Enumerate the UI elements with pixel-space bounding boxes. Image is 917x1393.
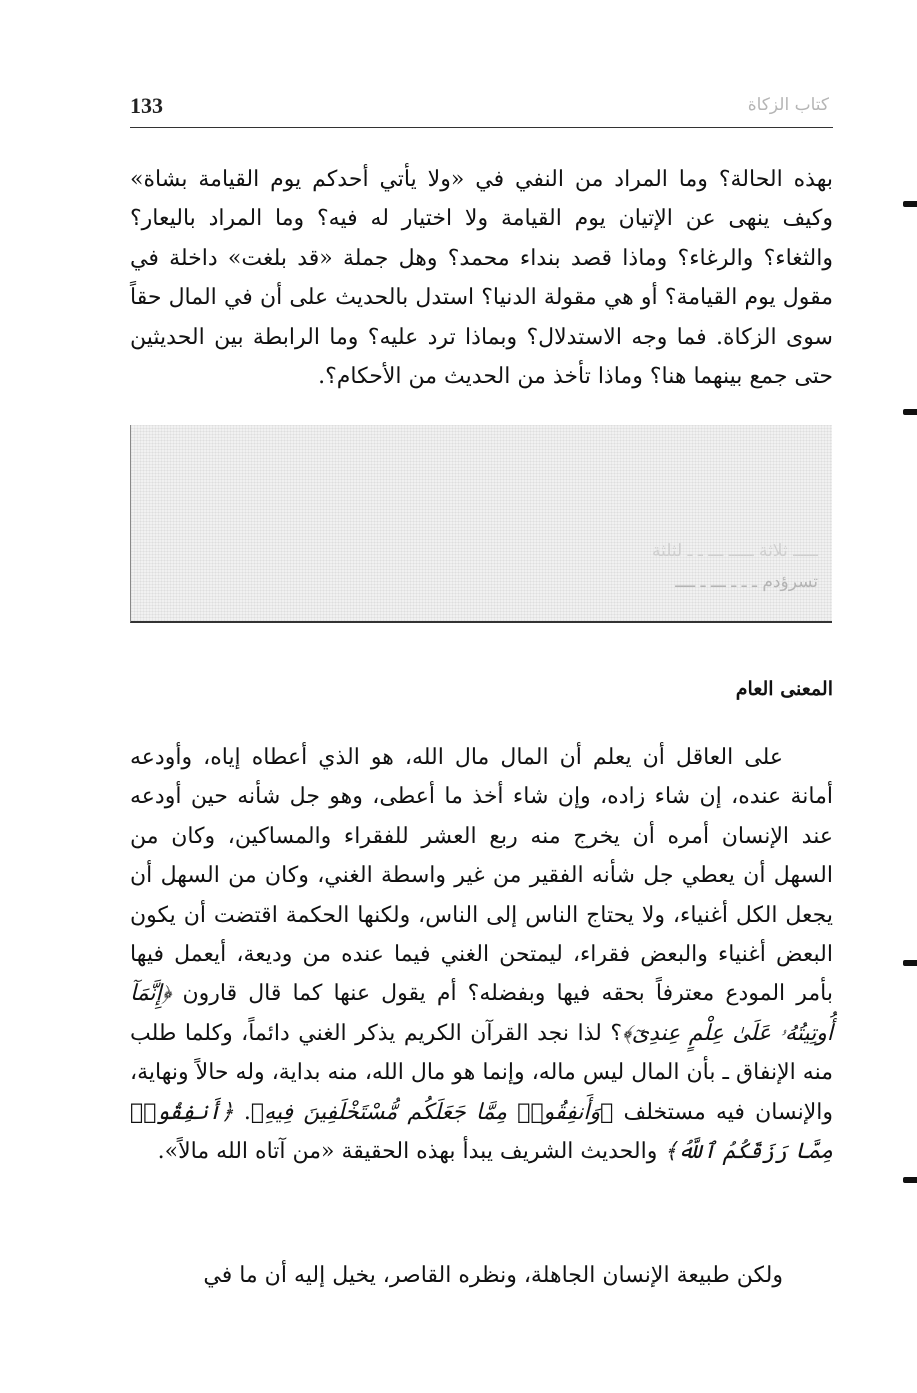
- page-number: 133: [130, 93, 163, 118]
- paragraph-general-meaning: [130, 738, 833, 1171]
- paragraph-text: والحديث الشريف يبدأ بهذه الحقيقة «من آتاه الله مالاً».: [157, 1139, 665, 1165]
- paragraph-questions: بهذه الحالة؟ وما المراد من النفي في «ولا يأتي أحدكم يوم القيامة بشاة» وكيف ينهى عن الإتيان يوم القيامة ولا اختيار له فيه؟ وما المراد باليعار؟ والثغاء؟ والرغاء؟ وماذا قصد بنداء محمد؟ وهل جملة «قد بلغت» داخلة في مقول يوم القيامة؟ أو هي مقولة الدنيا؟ استدل بالحديث على أن في المال حقاً سوى الزكاة. فما وجه الاستدلال؟ وبماذا ترد عليه؟ وما الرابطة بين الحديثين حتى جمع بينهما هنا؟ وماذا تأخذ من الحديث من الأحكام؟.: [130, 167, 833, 390]
- margin-mark: [903, 960, 917, 966]
- paragraph-text: على العاقل أن يعلم أن المال مال الله، هو الذي أعطاه إياه، وأودعه أمانة عنده، إن شاء زاده، وإن شاء أخذ ما أعطى، وهو جل شأنه حين أودعه عند الإنسان أمره أن يخرج منه ربع العشر للفقراء والمساكين، وكان من السهل أن يعطي جل شأنه الفقير من غير واسطة الغني، وكان من السهل أن يجعل الكل أغنياء، ولا يحتاج الناس إلى الناس، ولكنها الحكمة اقتضت أن يكون البعض أغنياء والبعض فقراء، ليمتحن الغني فيما عنده من وديعة، أيعمل فيها بأمر المودع معترفاً بحقه فيها وبفضله؟ أم يقول عنها كما قال قارون: [130, 745, 833, 1007]
- faded-line-2: تسرؤدم ـ ـ ـ ـــ ـ ــــ: [675, 572, 818, 592]
- margin-mark: [903, 409, 917, 415]
- margin-mark: [903, 201, 917, 207]
- paragraph-continuation: ولكن طبيعة الإنسان الجاهلة، ونظره القاصر، يخيل إليه أن ما في: [203, 1263, 783, 1288]
- margin-mark: [903, 1177, 917, 1183]
- header-rule: [130, 127, 833, 128]
- faded-hadith-box: [130, 425, 832, 623]
- quran-quote: ﴿إِنَّمَآ أُوتِيتُهُۥ عَلَىٰ عِلْمٍ عِندِىٓ﴾: [130, 981, 833, 1046]
- paragraph-text: .: [233, 1099, 251, 1125]
- section-heading: المعنى العام: [735, 678, 833, 700]
- faded-line-1: ـــــ ثلاثة ـــــ ـــ ـ ـ لثلثة: [651, 541, 818, 561]
- running-head: كتاب الزكاة: [747, 95, 829, 115]
- paragraph-text: ؟ لذا نجد القرآن الكريم يذكر الغني دائماً، وكلما طلب منه الإنفاق ـ بأن المال ليس ماله، وإنما هو مال الله، منه بداية، وله حالاً ونهاية، والإنسان فيه مستخلف: [130, 1020, 833, 1125]
- quran-quote: ﴿أَنفِقُوا۟ مِمَّا رَزَقَكُمُ ٱللَّهُ﴾: [130, 1099, 833, 1165]
- quran-quote: ﴿وَأَنفِقُوا۟ مِمَّا جَعَلَكُم مُّسْتَخْلَفِينَ فِيهِ﴾: [250, 1099, 614, 1125]
